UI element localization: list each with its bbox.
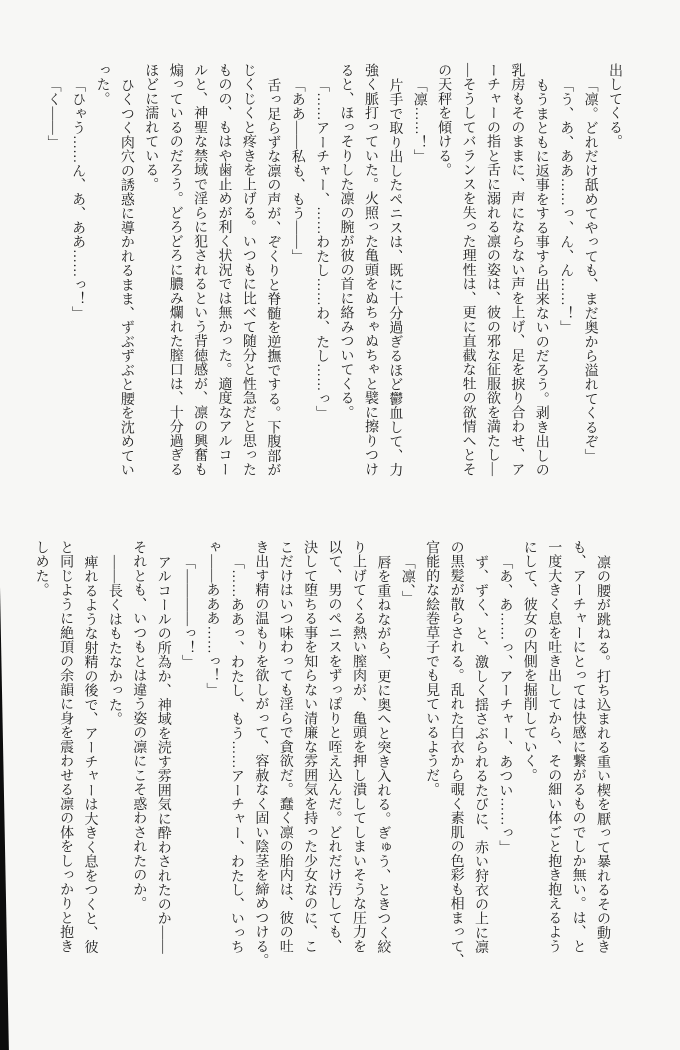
- text-line: それとも、いつもとは違う姿の凛にこそ惑わされたのか。: [131, 540, 147, 911]
- text-line: 痺れるような射精の後で、アーチャーは大きく息をつくと、彼: [82, 554, 98, 954]
- text-line: 「凛。どれだけ舐めてやっても、まだ奥から溢れてくるぞ」: [582, 77, 598, 463]
- text-line: 「凛、」: [399, 554, 415, 605]
- text-line: にして、彼女の内側を掘削していく。: [521, 540, 537, 783]
- text-line: 片手で取り出したペニスは、既に十分過ぎるほど鬱血して、力: [387, 77, 403, 477]
- text-line: 「ひゃう……ん、あ、ああ……っ！」: [70, 77, 86, 320]
- text-line: こだけはいつ味わっても淫らで貪欲だ。蠢く凛の胎内は、彼の吐: [277, 540, 293, 954]
- text-line: しめた。: [33, 540, 49, 597]
- text-line: アルコールの所為か、神域を涜す雰囲気に酔わされたのか――: [155, 554, 171, 954]
- text-line: 出してくる。: [607, 63, 622, 149]
- text-line: 凛の腰が跳ねる。打ち込まれる重い楔を厭って暴れるその動き: [595, 554, 610, 954]
- text-line: 「――――っ！」: [180, 554, 196, 669]
- text-line: った。: [94, 63, 110, 106]
- text-line: 舌っ足らずな凛の声が、ぞくりと脊髄を逆撫でする。下腹部が: [265, 77, 281, 477]
- text-line: 「凛……！」: [411, 77, 427, 163]
- text-line: と同じように絶頂の余韻に身を震わせる凛の体をしっかりと抱き: [58, 540, 74, 954]
- text-line: ひくつく肉穴の誘惑に導かれるまま、ずぶずぶと腰を沈めてい: [118, 77, 134, 477]
- text-line: 「あ、あ……っ、アーチャー、あつい……っ」: [497, 554, 513, 854]
- text-line: の天秤を傾ける。: [436, 63, 452, 177]
- text-line: 決して堕ちる事を知らない清廉な雰囲気を持った少女なのに、こ: [302, 540, 318, 954]
- text-line: 官能的な絵巻草子でも見ているようだ。: [424, 540, 440, 797]
- text-line: 「う、あ、ああ……っ、ん、ん……！」: [558, 77, 574, 334]
- text-line: ―そうしてバランスを失った理性は、更に直截な牡の欲情へとそ: [460, 63, 476, 477]
- text-line: 唇を重ねながら、更に奥へと突き入れる。ぎゅう、ときつく絞: [375, 554, 391, 954]
- text-line: ほどに濡れている。: [143, 63, 159, 192]
- text-line: ると、ほっそりした凛の腕が彼の首に絡みついてくる。: [338, 63, 354, 420]
- text-line: ものの、もはや歯止めが利く状況では無かった。適度なアルコー: [216, 63, 232, 477]
- text-line: の黒髪が散らされる。乱れた白衣から覗く素肌の色彩も相まって、: [448, 540, 464, 968]
- text-line: り上げてくる熱い膣肉が、亀頭を押し潰してしまいそうな圧力を: [350, 540, 366, 954]
- bottom-text-block: [28, 540, 614, 972]
- text-line: 以て、男のペニスをずっぽりと咥え込んだ。どれだけ汚しても、: [326, 540, 342, 954]
- text-line: ――長くはもたなかった。: [106, 554, 122, 726]
- text-line: ゃ――あああ……っ！」: [204, 540, 220, 697]
- text-line: もうまともに返事をする事すら出来ないのだろう。剥き出しの: [533, 77, 549, 477]
- text-line: ず、ずく、と、激しく揺さぶられるたびに、赤い狩衣の上に凛: [472, 554, 488, 954]
- text-line: き出す精の温もりを欲しがって、容赦なく固い陰茎を締めつける。: [253, 540, 269, 968]
- text-line: 強く脈打っていた。火照った亀頭をぬちゃぬちゃと襞に擦りつけ: [362, 63, 378, 477]
- text-line: 「……アーチャー、……わたし……わ、たし……っ」: [314, 77, 330, 420]
- text-line: も、アーチャーにとっては快感に繋がるものでしか無い。は、と: [570, 540, 586, 954]
- text-line: 「ああ――私も、もう――」: [289, 77, 305, 263]
- top-text-block: [40, 63, 626, 495]
- text-line: じくじくと疼きを上げる。いつもに比べて随分と性急だと思った: [240, 63, 256, 477]
- text-line: ルと、神聖な禁域で淫らに犯されるという背徳感が、凛の興奮も: [192, 63, 208, 477]
- text-line: 煽っているのだろう。どろどろに膿み爛れた膣口は、十分過ぎる: [167, 63, 183, 477]
- text-line: 「……ああっ、わたし、もう……アーチャー、わたし、いっち: [228, 554, 244, 954]
- text-line: 「く――」: [45, 77, 61, 149]
- text-line: 乳房もそのままに、声にならない声を上げ、足を捩り合わせ、ア: [509, 63, 525, 477]
- scan-edge-artifact: [0, 586, 9, 1050]
- text-line: 一度大きく息を吐き出してから、その細い体ごと抱き抱えるよう: [546, 540, 562, 954]
- text-line: ーチャーの指と舌に溺れる凛の姿は、彼の邪な征服欲を満たし―: [484, 63, 500, 477]
